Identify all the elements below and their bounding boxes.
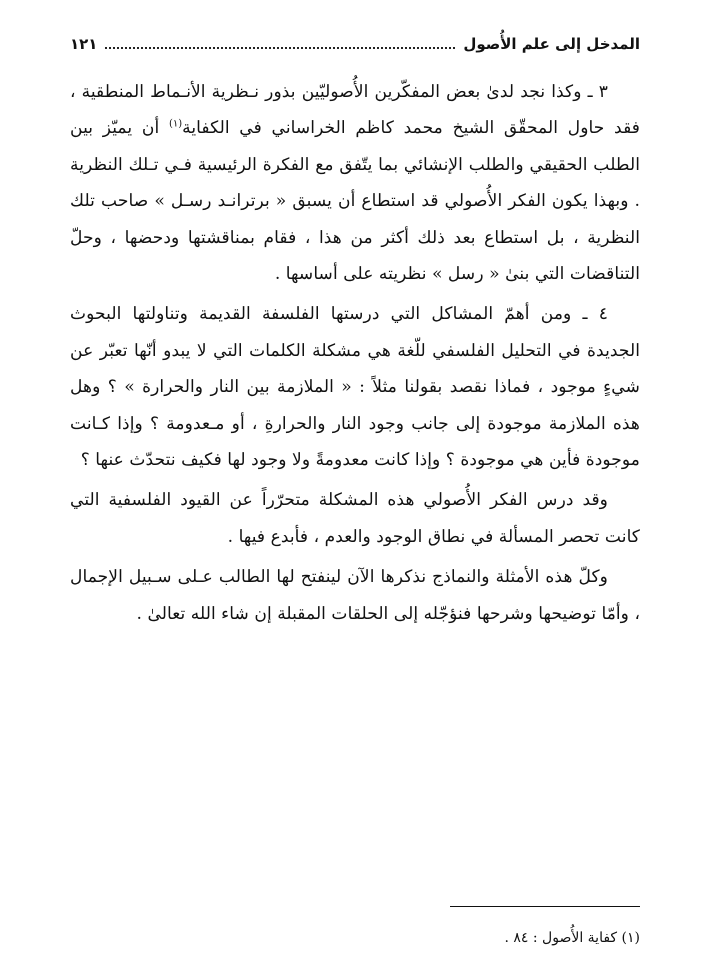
footnote-reference-mark: (١) [168,118,183,130]
main-text [70,74,640,632]
paragraph-3-text-after-note: أن يميّز بين الطلب الحقيقي والطلب الإنشائي بما يتّفق مع الفكرة الرئيسية فـي تـلك النظرية . وبهذا يكون الفكر الأُصولي قد استطاع أن يسبق « برترانـد رسـل » صاحب تلك النظرية ، بل استطاع بعد ذلك أكثر من هذا ، فقام بمناقشتها ودحضها ، وحلّ التناقضات التي بنىٰ « رسل » نظريته على أساسها . [70,118,640,285]
footnote: (١) كفاية الأُصول : ٨٤ . [504,930,640,946]
header-title: المدخل إلى علم الأُصول [463,35,640,53]
header-leader-dots [105,47,455,49]
paragraph-closing: وكلّ هذه الأمثلة والنماذج نذكرها الآن لينفتح لها الطالب عـلى سـبيل الإجمال ، وأمّا توضيحها وشرحها فنؤجّله إلى الحلقات المقبلة إن شاء الله تعالىٰ . [70,567,640,624]
paragraph-3 [70,74,640,292]
paragraph-3-text-before-note: ٣ ـ وكذا نجد لدىٰ بعض المفكّرين الأُصوليّين بذور نـظرية الأنـماط المنطقية ، فقد حاول المحقّق الشيخ محمد كاظم الخراساني في الكفاية [70,82,640,139]
running-header [70,30,640,58]
paragraph-4: ٤ ـ ومن أهمّ المشاكل التي درستها الفلسفة القديمة وتناولتها البحوث الجديدة في التحليل الفلسفي للّغة هي مشكلة الكلمات التي لا يبدو أنّها تعبّر عن شيءٍ موجود ، فماذا نقصد بقولنا مثلاً : « الملازمة بين النار والحرارة » ؟ وهل هذه الملازمة موجودة إلى جانب وجود النار والحرارةِ ، أو مـعدومة ؟ وإذا كـانت موجودة فأين هي موجودة ؟ وإذا كانت معدومةً ولا وجود لها فكيف نتحدّث عنها ؟ [70,304,640,471]
paragraph-usuli-study: وقد درس الفكر الأُصولي هذه المشكلة متحرّراً عن القيود الفلسفية التي كانت تحصر المسألة في نطاق الوجود والعدم ، فأبدع فيها . [70,490,640,547]
page-number: ١٢١ [70,35,98,53]
footnote-separator [450,906,640,907]
